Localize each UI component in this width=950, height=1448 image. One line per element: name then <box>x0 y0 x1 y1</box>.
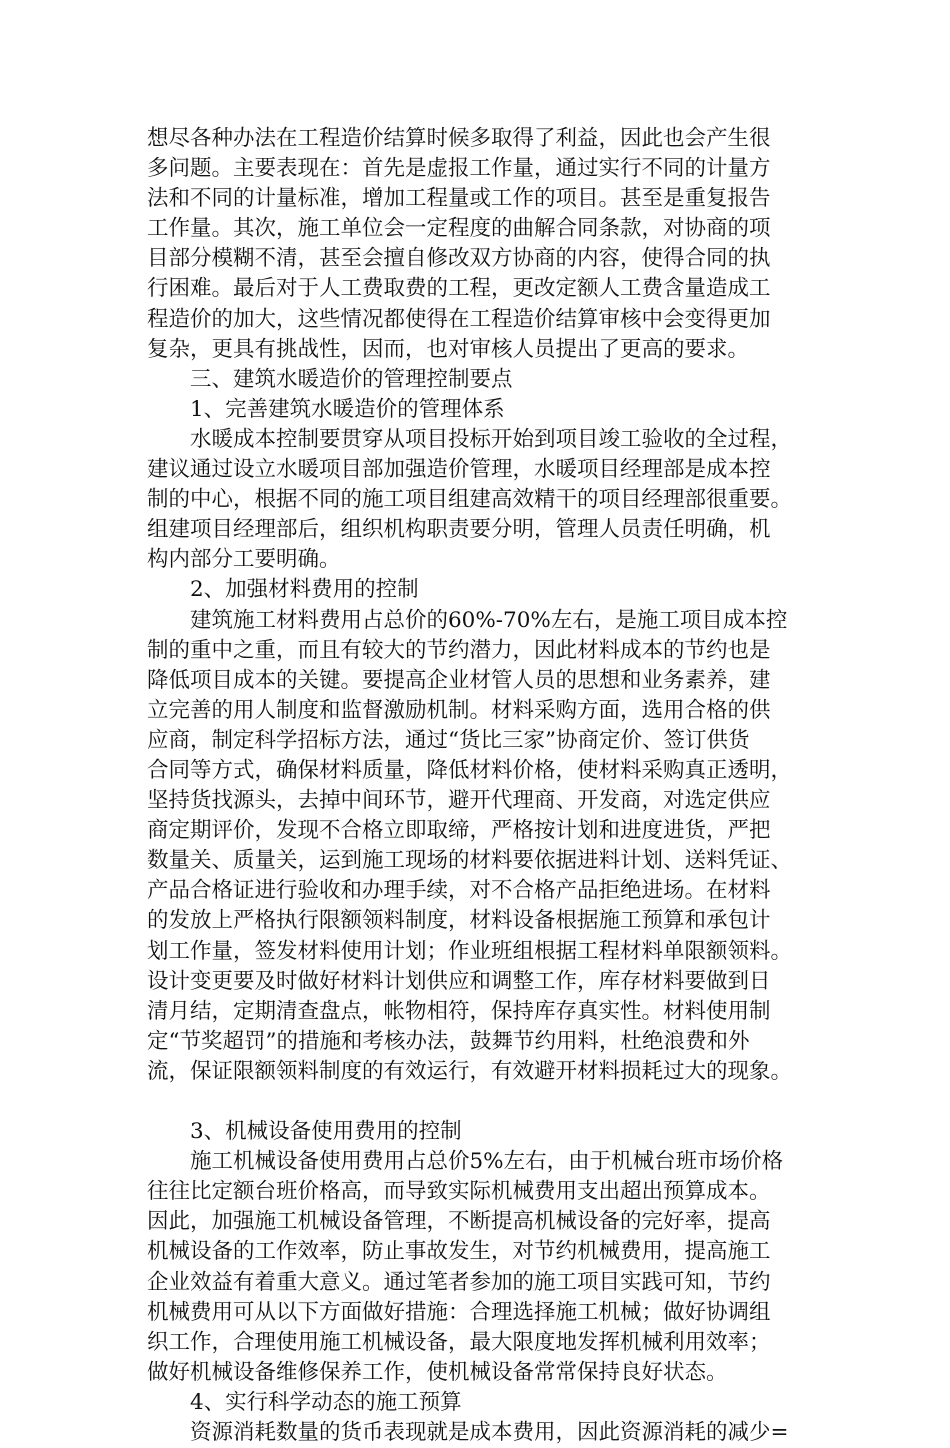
text-line: 制的中心，根据不同的施工项目组建高效精干的项目经理部很重要。 <box>147 487 793 513</box>
text-line: 机械费用可从以下方面做好措施：合理选择施工机械；做好协调组 <box>147 1299 771 1325</box>
text-line: 划工作量，签发材料使用计划；作业班组根据工程材料单限额领料。 <box>147 938 793 964</box>
paragraph-gap <box>147 1087 807 1117</box>
text-line: 组建项目经理部后，组织机构职责要分明，管理人员责任明确，机 <box>147 517 771 543</box>
subsection-heading: 3、机械设备使用费用的控制 <box>190 1119 462 1145</box>
text-line: 清月结，定期清查盘点，帐物相符，保持库存真实性。材料使用制 <box>147 998 771 1024</box>
subsection-heading: 1、完善建筑水暖造价的管理体系 <box>190 396 505 422</box>
text-line: 降低项目成本的关键。要提高企业材管人员的思想和业务素养，建 <box>147 667 771 693</box>
text-line: 复杂，更具有挑战性，因而，也对审核人员提出了更高的要求。 <box>147 336 750 362</box>
paragraph-first-line: 施工机械设备使用费用占总价5%左右，由于机械台班市场价格 <box>190 1149 784 1175</box>
text-line: 合同等方式，确保材料质量，降低材料价格，使材料采购真正透明， <box>147 757 793 783</box>
text-line: 程造价的加大，这些情况都使得在工程造价结算审核中会变得更加 <box>147 306 771 332</box>
paragraph-first-line: 水暖成本控制要贯穿从项目投标开始到项目竣工验收的全过程， <box>190 426 793 452</box>
text-line: 制的重中之重，而且有较大的节约潜力，因此材料成本的节约也是 <box>147 637 771 663</box>
text-line: 想尽各种办法在工程造价结算时候多取得了利益，因此也会产生很 <box>147 126 771 151</box>
text-line: 工作量。其次，施工单位会一定程度的曲解合同条款，对协商的项 <box>147 216 771 242</box>
paragraph-first-line: 资源消耗数量的货币表现就是成本费用，因此资源消耗的减少= <box>190 1420 789 1446</box>
text-line: 行困难。最后对于人工费取费的工程，更改定额人工费含量造成工 <box>147 276 771 302</box>
text-line: 构内部分工要明确。 <box>147 547 341 573</box>
text-line: 商定期评价，发现不合格立即取缔，严格按计划和进度进货，严把 <box>147 818 771 844</box>
text-line: 往往比定额台班价格高，而导致实际机械费用支出超出预算成本。 <box>147 1179 771 1205</box>
text-line: 定“节奖超罚”的措施和考核办法，鼓舞节约用料，杜绝浪费和外 <box>147 1028 750 1054</box>
paragraph-first-line: 建筑施工材料费用占总价的60%-70%左右，是施工项目成本控 <box>190 607 788 633</box>
text-line: 机械设备的工作效率，防止事故发生，对节约机械费用，提高施工 <box>147 1239 771 1265</box>
text-line: 立完善的用人制度和监督激励机制。材料采购方面，选用合格的供 <box>147 697 771 723</box>
text-line: 应商，制定科学招标方法，通过“货比三家”协商定价、签订供货 <box>147 727 750 753</box>
document-page <box>147 124 807 1448</box>
text-line: 的发放上严格执行限额领料制度，材料设备根据施工预算和承包计 <box>147 908 771 934</box>
text-line: 目部分模糊不清，甚至会擅自修改双方协商的内容，使得合同的执 <box>147 246 771 272</box>
text-line: 建议通过设立水暖项目部加强造价管理，水暖项目经理部是成本控 <box>147 457 771 483</box>
text-line: 数量关、质量关，运到施工现场的材料要依据进料计划、送料凭证、 <box>147 848 793 874</box>
text-line: 企业效益有着重大意义。通过笔者参加的施工项目实践可知，节约 <box>147 1269 771 1295</box>
text-line: 流，保证限额领料制度的有效运行，有效避开材料损耗过大的现象。 <box>147 1058 793 1084</box>
text-line: 多问题。主要表现在：首先是虚报工作量，通过实行不同的计量方 <box>147 156 771 182</box>
text-line: 坚持货找源头，去掉中间环节，避开代理商、开发商，对选定供应 <box>147 788 771 814</box>
section-heading: 三、建筑水暖造价的管理控制要点 <box>190 366 513 392</box>
subsection-heading: 2、加强材料费用的控制 <box>190 577 419 603</box>
text-line: 因此，加强施工机械设备管理，不断提高机械设备的完好率，提高 <box>147 1209 771 1235</box>
text-line: 织工作，合理使用施工机械设备，最大限度地发挥机械利用效率； <box>147 1329 771 1355</box>
text-line: 设计变更要及时做好材料计划供应和调整工作，库存材料要做到日 <box>147 968 771 994</box>
text-line: 做好机械设备维修保养工作，使机械设备常常保持良好状态。 <box>147 1359 728 1385</box>
text-line: 产品合格证进行验收和办理手续，对不合格产品拒绝进场。在材料 <box>147 878 771 904</box>
subsection-heading: 4、实行科学动态的施工预算 <box>190 1389 462 1415</box>
text-line: 法和不同的计量标准，增加工程量或工作的项目。甚至是重复报告 <box>147 186 771 212</box>
